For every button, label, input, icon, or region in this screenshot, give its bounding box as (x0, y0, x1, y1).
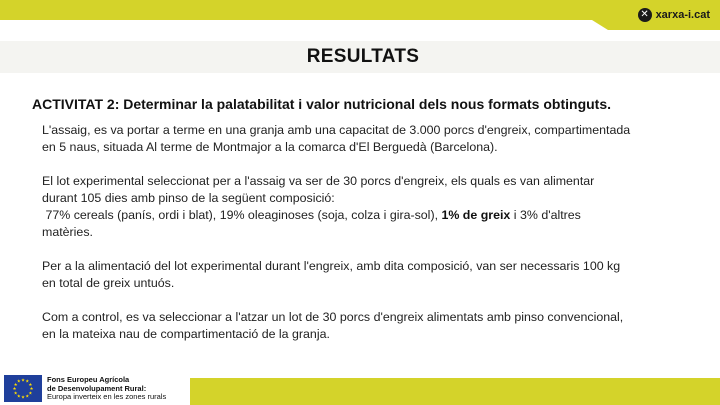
eafrd-line-2: de Desenvolupament Rural: (47, 383, 147, 393)
eafrd-label (47, 376, 166, 402)
eafrd-line-3: Europa inverteix en les zones rurals (47, 392, 167, 401)
logo-text: xarxa-i.cat (655, 9, 710, 21)
eu-flag-icon (4, 375, 42, 402)
eu-star: ★ (20, 394, 26, 400)
experimental-lot-intro: El lot experimental seleccionat per a l'assaig va ser de 30 porcs d'engreix, els quals es van alimentar durant 105 dies amb pinso de la següent composició: (42, 174, 595, 205)
eu-star: ★ (16, 393, 21, 399)
paragraph-fat-amount: Per a la alimentació del lot experimental durant l'engreix, amb dita composició, van ser necessaris 100 kg en total de greix untuós. (42, 259, 621, 290)
paragraph-experimental-lot (42, 173, 632, 241)
eu-star: ★ (12, 386, 17, 392)
eu-star: ★ (16, 378, 21, 384)
eu-star: ★ (13, 390, 18, 396)
eu-star: ★ (28, 390, 33, 396)
eu-star: ★ (20, 377, 26, 383)
xarxa-logo[interactable] (638, 5, 710, 25)
paragraph-farm: L'assaig, es va portar a terme en una granja amb una capacitat de 3.000 porcs d'engreix, compartimentada en 5 naus, situada Al terme de Montmajor a la comarca d'El Berguedà (Barcelona). (42, 123, 631, 154)
eafrd-line-1: Fons Europeu Agrícola (47, 375, 130, 384)
footer-band (0, 372, 720, 405)
xarxa-logo-icon: ✕ (638, 8, 652, 22)
title-bar (0, 41, 720, 73)
slide-body (42, 122, 632, 360)
eu-star: ★ (25, 393, 30, 399)
activity-heading: ACTIVITAT 2: Determinar la palatabilitat i valor nutricional dels nous formats obtinguts. (32, 96, 612, 112)
composition-text-b: i 3% d'altres matèries. (42, 208, 581, 239)
composition-text-a: 77% cereals (panís, ordi i blat), 19% oleaginoses (soja, colza i gira-sol), (45, 208, 442, 222)
slide-title: RESULTATS (306, 46, 420, 67)
paragraph-control: Com a control, es va seleccionar a l'atzar un lot de 30 porcs d'engreix alimentats amb pinso convencional, en la mateixa nau de compartimentació de la granja. (42, 310, 624, 341)
header-accent-shape (0, 0, 720, 30)
header-band (0, 0, 720, 30)
composition-fat-highlight: 1% de greix (441, 208, 511, 222)
eu-star: ★ (28, 381, 33, 387)
eu-star: ★ (25, 378, 30, 384)
eu-star: ★ (13, 381, 18, 387)
eu-star: ★ (29, 386, 34, 392)
